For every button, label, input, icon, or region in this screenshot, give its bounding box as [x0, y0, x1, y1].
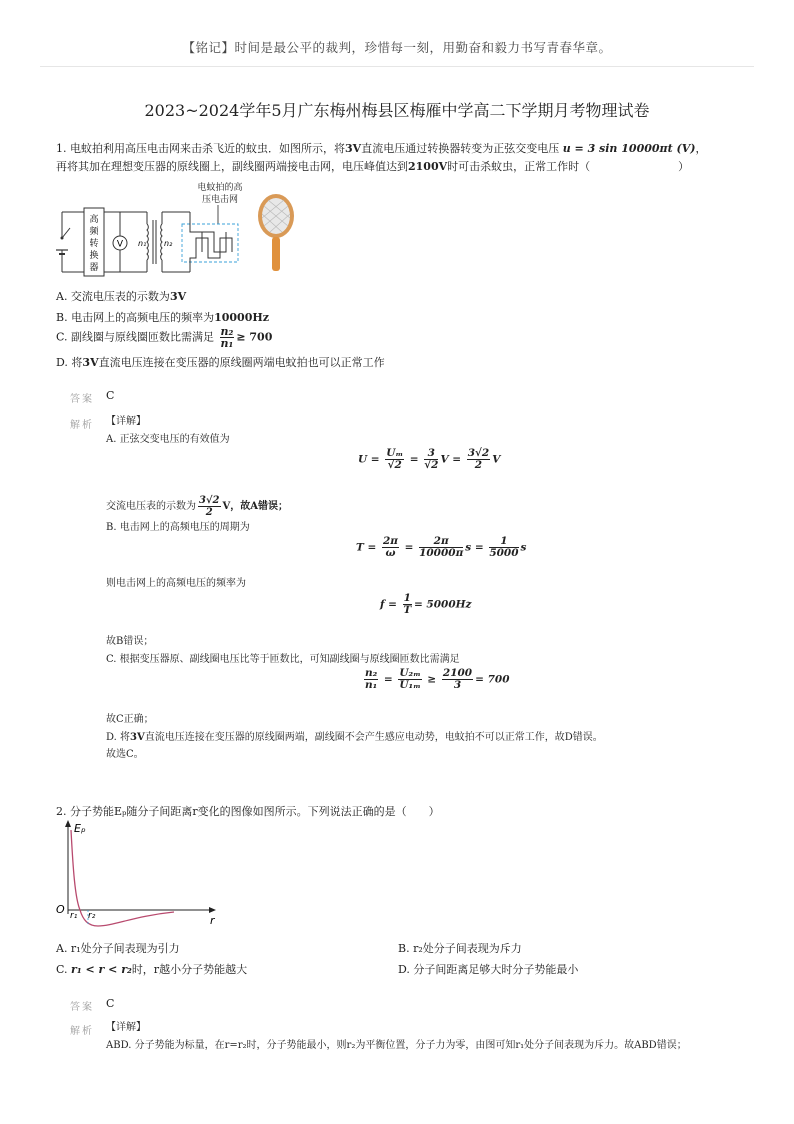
q2-number: 2.	[56, 805, 67, 818]
f4-eq: =	[383, 673, 393, 686]
f1-v: V =	[440, 453, 462, 466]
q1-analysis-head: 【详解】	[106, 416, 146, 427]
q1-stem-line2-b: 时可击杀蚊虫，正常工作时（ ）	[447, 160, 690, 173]
primary-coil	[147, 224, 148, 260]
q2-answer-label: 答案	[70, 1002, 94, 1013]
racket-icon	[258, 194, 294, 271]
frac-num: n₂	[220, 325, 234, 338]
f2-d2: 10000π	[419, 547, 464, 559]
q1-answer-label: 答案	[70, 394, 94, 405]
r1-label: r₁	[70, 911, 78, 921]
f4-d1: n₁	[365, 679, 378, 691]
a2-post: V，故A错误；	[222, 501, 289, 512]
q1-analysis-b2: 则电击网上的高频电压的频率为	[106, 578, 246, 589]
f3-n: 1	[403, 592, 411, 604]
converter-char-2: 频	[89, 227, 99, 237]
f2-n2: 2π	[419, 536, 463, 548]
f4-ge: ≥	[427, 673, 437, 686]
f1-eq: =	[409, 453, 419, 466]
f2-d1: ω	[385, 547, 396, 559]
converter-char-4: 换	[89, 251, 99, 261]
f3-lhs: f =	[380, 598, 397, 611]
q1-stem-part-c: ，	[695, 142, 707, 155]
f2-n1: 2π	[382, 535, 398, 547]
q1-analysis-a2	[106, 495, 288, 518]
converter-char-5: 器	[89, 263, 99, 273]
d1-value: 3V	[130, 732, 145, 743]
q1-analysis-b3: 故B错误；	[106, 636, 154, 647]
secondary-coil	[161, 224, 162, 260]
q2-analysis-label: 解析	[70, 1026, 94, 1037]
f2-s: s =	[465, 541, 484, 554]
q1-option-a[interactable]	[56, 288, 186, 304]
q1-stem	[56, 140, 746, 176]
q1-option-c-text: C. 副线圈与原线圈匝数比需满足	[56, 330, 215, 344]
q1-option-c-relation: ≥ 700	[236, 330, 273, 344]
q1-formula-turns-ratio	[362, 668, 510, 691]
f1-unit: V	[492, 453, 501, 466]
q1-option-a-value: 3V	[169, 290, 187, 303]
n1-label: n₁	[138, 239, 147, 248]
f4-d3: 3	[453, 679, 462, 691]
f3-rhs: = 5000Hz	[413, 598, 472, 611]
q1-analysis-c1: C. 根据变压器原、副线圈电压比等于匝数比，可知副线圈与原线圈匝数比需满足	[106, 654, 460, 665]
f4-n2: U₂ₘ	[399, 667, 421, 679]
q2-option-a[interactable]: A. r₁处分子间表现为引力	[56, 942, 180, 955]
q1-analysis-d2: 故选C。	[106, 749, 144, 760]
q1-formula-effective-voltage	[358, 448, 500, 471]
q1-option-b[interactable]	[56, 309, 269, 325]
q1-stem-voltage: 3V	[345, 142, 362, 155]
f4-d2: U₁ₘ	[399, 679, 421, 691]
f4-n1: n₂	[365, 667, 378, 679]
q1-stem-part-a: 电蚊拍利用高压电击网来击杀飞近的蚊虫．如图所示，将	[70, 142, 345, 155]
q2-analysis-head: 【详解】	[106, 1022, 146, 1033]
f4-n3: 2100	[442, 667, 473, 679]
f2-lhs: T =	[356, 541, 377, 554]
q1-formula-period	[356, 536, 526, 559]
q1-stem-formula: u = 3 sin 10000πt (V)	[562, 142, 696, 155]
q1-option-c-fraction	[220, 326, 235, 349]
q1-option-d-text-b: 直流电压连接在变压器的原线圈两端电蚊拍也可以正常工作	[98, 356, 385, 369]
origin-label: O	[56, 903, 65, 916]
q1-stem-line2-a: 再将其加在理想变压器的原线圈上，副线圈两端接电击网，电压峰值达到	[56, 160, 408, 173]
a2-den: 2	[205, 507, 213, 518]
q2-option-c-prefix: C.	[56, 963, 72, 976]
q1-analysis-c2: 故C正确；	[106, 714, 154, 725]
f3-d: T	[403, 604, 412, 616]
f1-d2: √2	[424, 459, 439, 471]
f2-d3: 5000	[489, 547, 519, 559]
d1-pre: D. 将	[106, 732, 131, 743]
converter-char-3: 转	[89, 239, 99, 249]
q1-analysis-b1: B. 电击网上的高频电压的周期为	[106, 522, 250, 533]
q2-option-c-text: 时，r越小分子势能越大	[131, 963, 248, 976]
q1-figure-caption-1: 电蚊拍的高	[197, 183, 243, 193]
f1-n1: Uₘ	[386, 447, 404, 459]
q2-option-d[interactable]: D. 分子间距离足够大时分子势能最小	[398, 963, 579, 976]
frac-den: n₁	[220, 337, 234, 350]
voltmeter-label: V	[116, 239, 124, 250]
f2-n3: 1	[489, 536, 518, 548]
q1-option-b-value: 10000Hz	[214, 311, 269, 324]
q1-option-d[interactable]	[56, 354, 385, 370]
q2-answer: C	[106, 997, 115, 1010]
x-axis-label: r	[210, 914, 215, 927]
header-divider	[40, 66, 754, 67]
n2-label: n₂	[164, 239, 173, 248]
q1-answer: C	[106, 389, 115, 402]
f4-rhs: = 700	[475, 673, 510, 686]
q1-figure-caption-2: 压电击网	[201, 195, 239, 205]
q1-analysis-a1: A. 正弦交变电压的有效值为	[106, 434, 230, 445]
potential-energy-curve	[71, 830, 174, 926]
f1-n2: 3	[424, 448, 438, 460]
q1-number: 1.	[56, 142, 67, 155]
f1-d3: 2	[474, 459, 483, 471]
q2-stem-text: 分子势能Eₚ随分子间距离r变化的图像如图所示。下列说法正确的是（ ）	[70, 805, 440, 818]
q1-option-a-text: A. 交流电压表的示数为	[56, 290, 170, 303]
q1-option-c[interactable]	[56, 326, 272, 349]
q1-option-d-value: 3V	[82, 356, 99, 369]
battery-symbol	[56, 212, 70, 272]
a2-pre: 交流电压表的示数为	[106, 501, 196, 512]
motto-banner: 【铭记】时间是最公平的裁判，珍惜每一刻，用勤奋和毅力书写青春华章。	[182, 40, 612, 55]
f1-n3: 3√2	[467, 447, 490, 459]
q1-analysis-d1	[106, 731, 603, 745]
q1-stem-part-b: 直流电压通过转换器转变为正弦交变电压	[361, 142, 560, 155]
q1-option-d-text-a: D. 将	[56, 356, 83, 369]
q2-option-c-math: r₁ < r < r₂	[71, 963, 132, 976]
a2-num: 3√2	[199, 495, 220, 506]
page-title: 2023~2024学年5月广东梅州梅县区梅雁中学高二下学期月考物理试卷	[144, 101, 650, 120]
f2-unit: s	[520, 541, 527, 554]
f2-eq: =	[404, 541, 414, 554]
q1-option-b-text: B. 电击网上的高频电压的频率为	[56, 311, 215, 324]
q1-stem-line2-voltage: 2100V	[408, 160, 448, 173]
converter-char-1: 高	[89, 215, 99, 225]
q1-circuit-figure	[52, 180, 312, 280]
q1-analysis-label: 解析	[70, 420, 94, 431]
q1-formula-frequency	[380, 593, 472, 616]
q2-option-c[interactable]	[56, 961, 247, 977]
d1-post: 直流电压连接在变压器的原线圈两端，副线圈不会产生感应电动势，电蚊拍不可以正常工作，故D错误。	[144, 732, 603, 743]
q2-option-b[interactable]: B. r₂处分子间表现为斥力	[398, 942, 522, 955]
r2-label: r₂	[88, 911, 96, 921]
q2-analysis-abd: ABD. 分子势能为标量，在r=r₂时，分子势能最小，则r₂为平衡位置，分子力为零，由图可知r₁处分子间表现为斥力。故ABD错误；	[106, 1040, 687, 1051]
y-axis-label: Eₚ	[74, 822, 86, 835]
f1-d1: √2	[387, 459, 402, 471]
f1-lhs: U =	[358, 453, 380, 466]
q2-potential-energy-graph	[52, 818, 232, 928]
